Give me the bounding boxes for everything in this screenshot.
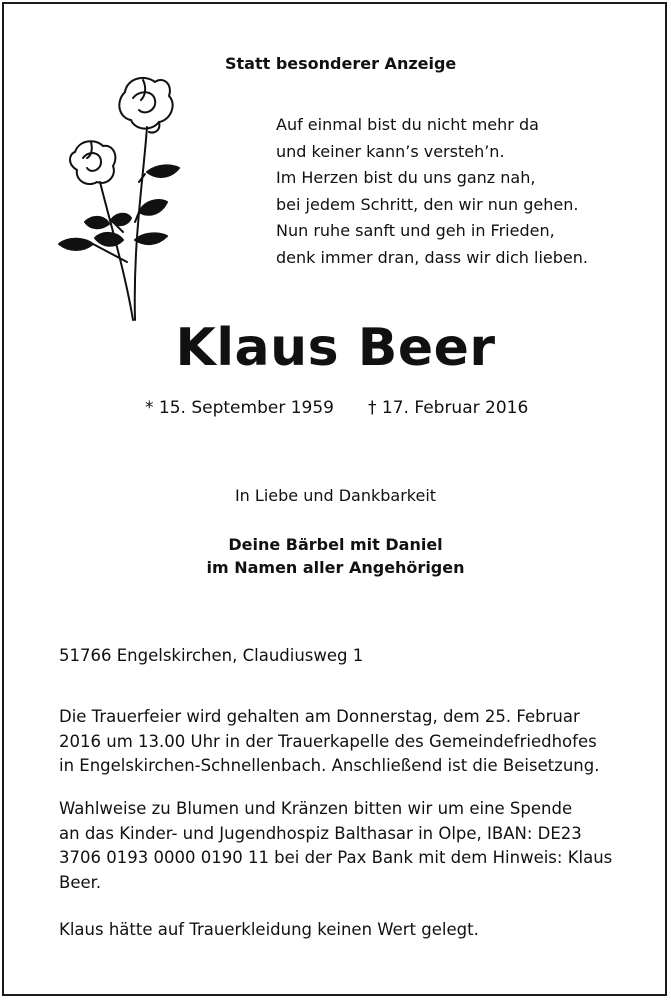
- signers: [0, 533, 671, 579]
- ceremony-paragraph: [59, 705, 619, 779]
- donation-paragraph: [59, 797, 619, 895]
- poem-line: Im Herzen bist du uns ganz nah,: [276, 168, 536, 188]
- paragraph-line: in Engelskirchen-Schnellenbach. Anschließend ist die Beisetzung.: [59, 756, 600, 775]
- poem-line: und keiner kann’s versteh’n.: [276, 141, 505, 161]
- paragraph-line: 2016 um 13.00 Uhr in der Trauerkapelle des Gemeindefriedhofes: [59, 731, 597, 751]
- death-date: † 17. Februar 2016: [368, 398, 529, 418]
- paragraph-line: an das Kinder- und Jugendhospiz Balthasar in Olpe, IBAN: DE23: [59, 823, 582, 843]
- paragraph-line: 3706 0193 0000 0190 11 bei der Pax Bank mit dem Hinweis: Klaus: [59, 848, 613, 867]
- paragraph-line: Beer.: [59, 872, 102, 892]
- poem-line: bei jedem Schritt, den wir nun gehen.: [276, 194, 579, 214]
- paragraph-line: Wahlweise zu Blumen und Kränzen bitten wir um eine Spende: [59, 799, 573, 818]
- thanks-line: In Liebe und Dankbarkeit: [234, 486, 437, 505]
- poem-line: denk immer dran, dass wir dich lieben.: [276, 247, 588, 267]
- paragraph-line: Die Trauerfeier wird gehalten am Donnerstag, dem 25. Februar: [59, 707, 580, 726]
- deceased-name: Klaus Beer: [175, 318, 496, 378]
- address: 51766 Engelskirchen, Claudiusweg 1: [59, 646, 364, 665]
- poem-line: Auf einmal bist du nicht mehr da: [276, 115, 539, 134]
- poem: [276, 112, 588, 272]
- attire-paragraph: [59, 918, 619, 943]
- notice-type: Statt besonderer Anzeige: [225, 54, 457, 73]
- signer-line: im Namen aller Angehörigen: [206, 558, 465, 577]
- paragraph-line: Klaus hätte auf Trauerkleidung keinen Wert gelegt.: [59, 920, 479, 939]
- poem-line: Nun ruhe sanft und geh in Frieden,: [276, 221, 555, 241]
- birth-date: * 15. September 1959: [145, 398, 334, 418]
- rose-icon: [55, 72, 185, 322]
- signer-line: Deine Bärbel mit Daniel: [228, 535, 443, 554]
